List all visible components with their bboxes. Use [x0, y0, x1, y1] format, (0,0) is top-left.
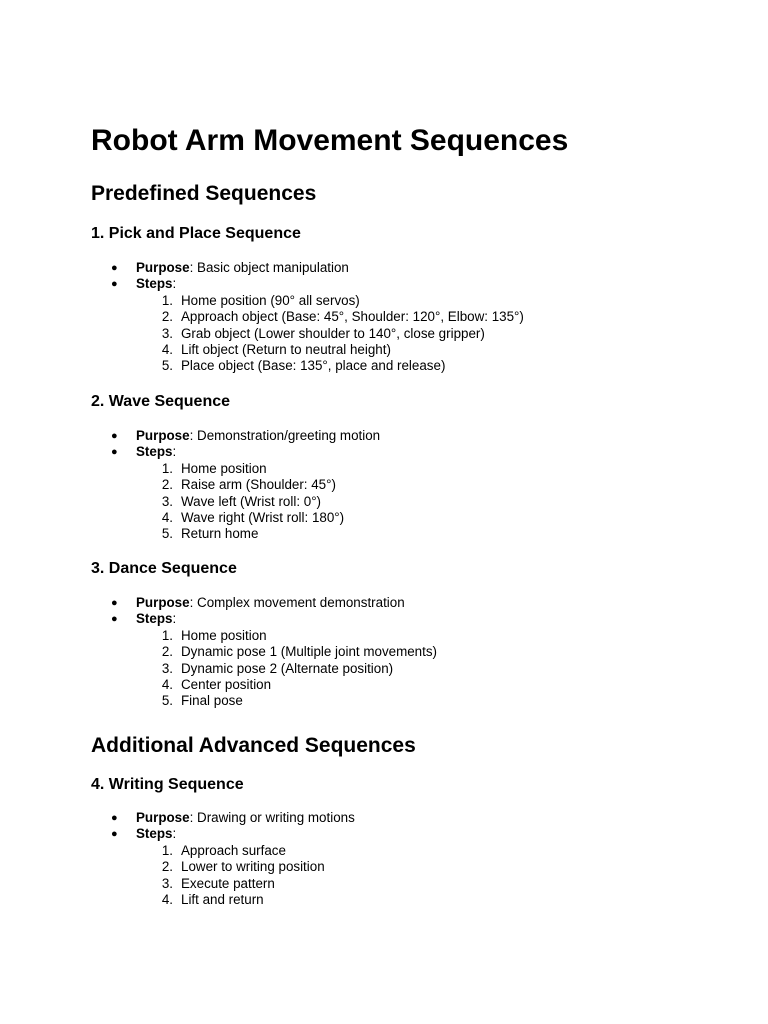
step-text: Raise arm (Shoulder: 45°) [181, 477, 336, 493]
step-item [91, 309, 731, 325]
step-item [91, 661, 731, 677]
step-number: 2. [161, 309, 173, 325]
steps-label: Steps [136, 611, 173, 627]
bullet-icon: ● [111, 430, 118, 442]
sequence-wave-list [91, 428, 731, 543]
step-number: 1. [161, 842, 173, 858]
step-number: 3. [161, 325, 173, 341]
step-text: Center position [181, 676, 272, 692]
step-text: Approach surface [181, 842, 286, 858]
step-item [91, 494, 731, 510]
sequence-dance-list [91, 595, 731, 710]
steps-suffix: : [172, 444, 177, 460]
step-number: 4. [161, 509, 173, 525]
step-text: Home position [181, 460, 267, 476]
step-number: 1. [161, 627, 173, 643]
purpose-text: : Drawing or writing motions [189, 810, 355, 825]
step-item [91, 477, 731, 493]
step-text: Lift object (Return to neutral height) [181, 341, 391, 357]
bullet-icon: ● [111, 262, 118, 274]
step-item [91, 859, 731, 875]
section-heading-advanced: Additional Advanced Sequences [91, 734, 416, 757]
sequence-heading-writing: 4. Writing Sequence [91, 776, 244, 793]
step-text: Final pose [181, 693, 243, 709]
sequence-heading-dance: 3. Dance Sequence [91, 560, 237, 577]
bullet-icon: ● [111, 828, 118, 841]
step-text: Execute pattern [181, 875, 275, 891]
steps-label: Steps [136, 444, 173, 460]
purpose-label: Purpose [136, 595, 190, 610]
step-item [91, 693, 731, 709]
steps-item [91, 276, 731, 292]
step-number: 2. [161, 644, 173, 660]
sequence-pick-and-place-list [91, 260, 731, 375]
step-number: 5. [161, 358, 173, 374]
step-number: 1. [161, 292, 173, 308]
step-number: 2. [161, 477, 173, 493]
sequence-heading-wave: 2. Wave Sequence [91, 393, 231, 410]
purpose-item [91, 595, 731, 611]
steps-label: Steps [136, 826, 173, 842]
steps-suffix: : [172, 276, 177, 292]
step-text: Dynamic pose 1 (Multiple joint movements) [181, 644, 438, 660]
step-text: Lower to writing position [181, 859, 325, 875]
step-text: Home position (90° all servos) [181, 292, 360, 308]
steps-label: Steps [136, 276, 173, 292]
purpose-label: Purpose [136, 810, 190, 825]
purpose-text: : Complex movement demonstration [189, 595, 405, 610]
step-item [91, 293, 731, 309]
step-number: 3. [161, 660, 173, 676]
sequence-writing-list [91, 810, 731, 908]
purpose-item [91, 260, 731, 276]
step-number: 3. [161, 493, 173, 509]
bullet-icon: ● [111, 278, 118, 291]
bullet-icon: ● [111, 613, 118, 626]
steps-suffix: : [172, 611, 177, 627]
step-text: Lift and return [181, 891, 264, 907]
step-text: Return home [181, 526, 259, 542]
bullet-icon: ● [111, 812, 118, 824]
step-text: Home position [181, 627, 267, 643]
step-item [91, 677, 731, 693]
step-number: 2. [161, 859, 173, 875]
step-text: Approach object (Base: 45°, Shoulder: 120°, Elbow: 135°) [181, 309, 524, 325]
step-item [91, 510, 731, 526]
purpose-item [91, 428, 731, 444]
purpose-text: : Demonstration/greeting motion [189, 428, 381, 443]
document-title: Robot Arm Movement Sequences [91, 124, 569, 157]
step-number: 5. [161, 693, 173, 709]
step-item [91, 843, 731, 859]
section-heading-predefined: Predefined Sequences [91, 182, 317, 205]
step-number: 4. [161, 676, 173, 692]
purpose-label: Purpose [136, 260, 190, 275]
step-item [91, 358, 731, 374]
step-number: 4. [161, 891, 173, 907]
step-item [91, 461, 731, 477]
step-number: 3. [161, 875, 173, 891]
step-text: Wave left (Wrist roll: 0°) [181, 493, 322, 509]
sequence-heading-pick-and-place: 1. Pick and Place Sequence [91, 225, 301, 242]
step-item [91, 644, 731, 660]
steps-item [91, 611, 731, 627]
bullet-icon: ● [111, 597, 118, 609]
steps-suffix: : [172, 826, 177, 842]
purpose-label: Purpose [136, 428, 190, 443]
purpose-text: : Basic object manipulation [189, 260, 349, 275]
step-number: 4. [161, 341, 173, 357]
bullet-icon: ● [111, 446, 118, 459]
step-text: Wave right (Wrist roll: 180°) [181, 509, 345, 525]
step-item [91, 326, 731, 342]
purpose-item [91, 810, 731, 826]
step-item [91, 628, 731, 644]
step-text: Place object (Base: 135°, place and release) [181, 358, 446, 374]
step-text: Dynamic pose 2 (Alternate position) [181, 660, 394, 676]
step-item [91, 876, 731, 892]
steps-item [91, 444, 731, 460]
step-item [91, 526, 731, 542]
step-text: Grab object (Lower shoulder to 140°, close gripper) [181, 325, 485, 341]
steps-item [91, 826, 731, 842]
step-item [91, 892, 731, 908]
step-number: 5. [161, 526, 173, 542]
step-item [91, 342, 731, 358]
step-number: 1. [161, 460, 173, 476]
